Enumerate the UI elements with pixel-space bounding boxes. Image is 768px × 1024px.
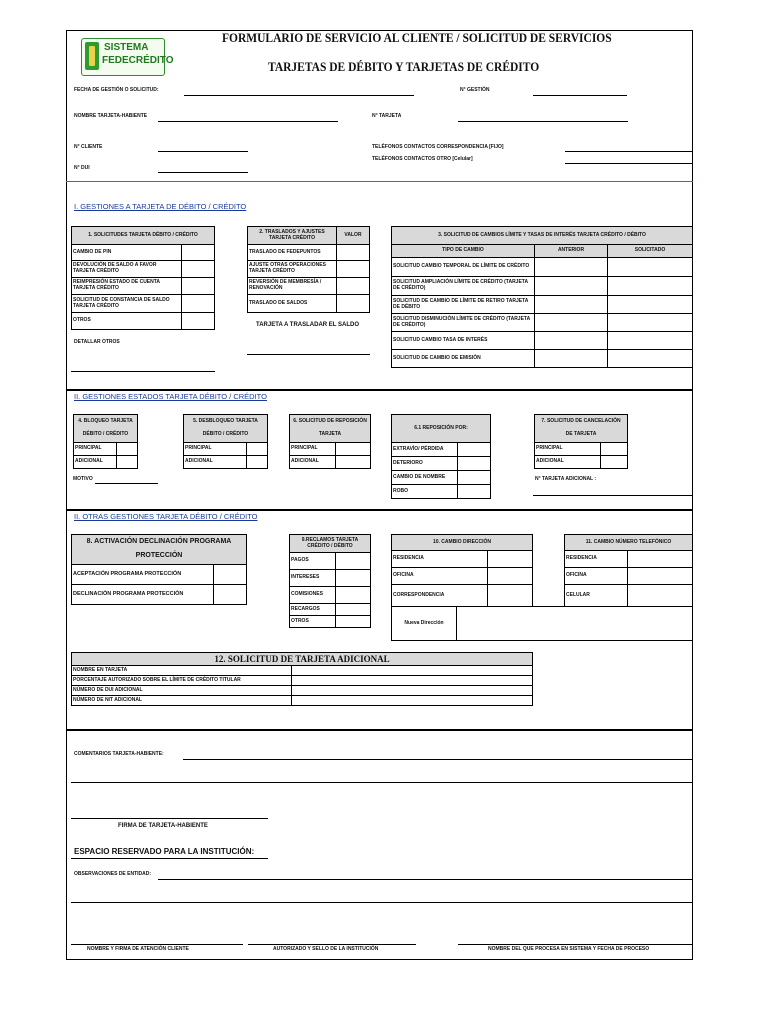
table-bloqueo: [73, 414, 138, 469]
table3-solicitado[interactable]: [608, 314, 693, 332]
table10-row: RESIDENCIA: [392, 551, 488, 568]
table1-check[interactable]: [182, 295, 215, 313]
label-observaciones: OBSERVACIONES DE ENTIDAD:: [74, 871, 152, 877]
table3-solicitado[interactable]: [608, 258, 693, 277]
table3-solicitado[interactable]: [608, 350, 693, 368]
field-tarjeta-adicional[interactable]: [533, 495, 693, 496]
table1-check[interactable]: [182, 245, 215, 261]
table3-solicitado[interactable]: [608, 277, 693, 296]
table-cambios-limite: [391, 226, 693, 368]
table11-row: RESIDENCIA: [565, 551, 628, 568]
table3-anterior[interactable]: [535, 314, 608, 332]
field-nombre[interactable]: [158, 121, 338, 122]
table-traslados: [247, 226, 370, 313]
label-sig2: AUTORIZADO Y SELLO DE LA INSTITUCIÓN: [273, 946, 379, 952]
table-desbloqueo: [183, 414, 268, 469]
table61-row: ROBO: [392, 485, 458, 499]
table12-row: NÚMERO DE NIT ADICIONAL: [72, 696, 292, 706]
field-sig2[interactable]: [248, 944, 416, 945]
table61-row: DETERIORO: [392, 457, 458, 471]
field-firma[interactable]: [71, 818, 268, 819]
table9-check[interactable]: [336, 553, 371, 570]
label-n-tarjeta: N° TARJETA: [372, 113, 402, 119]
table-solicitudes: [71, 226, 215, 330]
field-sig1[interactable]: [71, 944, 243, 945]
field-nueva-direccion[interactable]: [457, 607, 693, 641]
table-proteccion: [71, 534, 247, 605]
field-tarjeta-trasladar[interactable]: [247, 354, 370, 355]
table2-value[interactable]: [337, 278, 370, 295]
label-tarjeta-adicional: N° TARJETA ADICIONAL :: [535, 476, 597, 482]
table1-check[interactable]: [182, 261, 215, 278]
espacio-underline: [71, 858, 268, 859]
fedecredito-logo: [81, 38, 174, 76]
table4-check[interactable]: [117, 456, 138, 469]
table12-value[interactable]: [292, 696, 533, 706]
section-divider: [66, 729, 693, 731]
table5-check[interactable]: [247, 443, 268, 456]
table7-row: ADICIONAL: [535, 456, 601, 469]
table3-col: SOLICITADO: [608, 245, 693, 258]
table1-row: SOLICITUD DE CONSTANCIA DE SALDO TARJETA CRÉDITO: [72, 295, 182, 313]
section1-heading: I. GESTIONES A TARJETA DE DÉBITO / CRÉDITO: [74, 202, 247, 211]
table10-row: OFICINA: [392, 568, 488, 585]
field-observaciones-line2[interactable]: [71, 902, 693, 903]
table-cambio-telefono: [564, 534, 693, 607]
table4-row: PRINCIPAL: [74, 443, 117, 456]
table10-header: 10. CAMBIO DIRECCIÓN: [392, 535, 533, 551]
label-sig1: NOMBRE Y FIRMA DE ATENCIÓN CLIENTE: [87, 946, 189, 952]
label-comentarios: COMENTARIOS TARJETA-HABIENTE:: [74, 751, 164, 757]
table9-header: 9.RECLAMOS TARJETA CRÉDITO / DÉBITO: [290, 535, 371, 553]
table61-check[interactable]: [458, 471, 491, 485]
label-nueva-direccion: Nueva Dirección: [392, 607, 457, 641]
table9-check[interactable]: [336, 616, 371, 628]
table12-value[interactable]: [292, 676, 533, 686]
table61-check[interactable]: [458, 443, 491, 457]
label-espacio-reservado: ESPACIO RESERVADO PARA LA INSTITUCIÓN:: [74, 847, 255, 856]
table1-row: OTROS: [72, 313, 182, 330]
section3-heading: II. OTRAS GESTIONES TARJETA DÉBITO / CRÉDITO: [74, 512, 258, 521]
table61-header: 6.1 REPOSICIÓN POR:: [392, 415, 491, 443]
table11-value[interactable]: [628, 585, 693, 607]
table4-check[interactable]: [117, 443, 138, 456]
table9-check[interactable]: [336, 570, 371, 587]
field-tel-otro[interactable]: [565, 163, 693, 164]
table8-header: PROTECCIÓN: [72, 549, 247, 565]
table7-check[interactable]: [601, 443, 628, 456]
table3-anterior[interactable]: [535, 296, 608, 314]
form-subtitle: TARJETAS DE DÉBITO Y TARJETAS DE CRÉDITO: [268, 60, 540, 74]
table9-row: COMISIONES: [290, 587, 336, 604]
table3-anterior[interactable]: [535, 258, 608, 277]
table10-check[interactable]: [488, 551, 533, 568]
table8-check[interactable]: [214, 585, 247, 605]
table11-value[interactable]: [628, 568, 693, 585]
label-tel-fijo: TELÉFONOS CONTACTOS CORRESPONDENCIA [FIJO]: [372, 144, 504, 150]
table3-header: 3. SOLICITUD DE CAMBIOS LÍMITE Y TASAS DE INTERÉS TARJETA CRÉDITO / DÉBITO: [392, 227, 693, 245]
table3-anterior[interactable]: [535, 332, 608, 350]
table5-header: DÉBITO / CRÉDITO: [184, 429, 268, 443]
field-n-tarjeta[interactable]: [458, 121, 628, 122]
table12-row: PORCENTAJE AUTORIZADO SOBRE EL LÍMITE DE CRÉDITO TITULAR: [72, 676, 292, 686]
table3-anterior[interactable]: [535, 350, 608, 368]
label-firma: FIRMA DE TARJETA-HABIENTE: [118, 823, 208, 829]
table1-check[interactable]: [182, 313, 215, 330]
table3-solicitado[interactable]: [608, 296, 693, 314]
table9-check[interactable]: [336, 587, 371, 604]
table5-row: PRINCIPAL: [184, 443, 247, 456]
table3-anterior[interactable]: [535, 277, 608, 296]
table61-check[interactable]: [458, 457, 491, 471]
table2-row: TRASLADO DE FEDEPUNTOS: [248, 245, 337, 261]
table12-row: NOMBRE EN TARJETA: [72, 666, 292, 676]
table3-row: SOLICITUD DE CAMBIO DE LÍMITE DE RETIRO TARJETA DE DÉBITO: [392, 296, 535, 314]
table1-row: DEVOLUCIÓN DE SALDO A FAVOR TARJETA CRÉDITO: [72, 261, 182, 278]
table2-valor-header: VALOR: [337, 227, 370, 245]
table61-row: CAMBIO DE NOMBRE: [392, 471, 458, 485]
table9-check[interactable]: [336, 604, 371, 616]
label-detallar-otros: DETALLAR OTROS: [74, 339, 120, 345]
label-motivo: MOTIVO: [73, 476, 93, 482]
table-nueva-direccion: [391, 606, 693, 641]
field-detallar-otros[interactable]: [71, 371, 215, 372]
table12-value[interactable]: [292, 686, 533, 696]
table2-row: AJUSTE OTRAS OPERACIONES TARJETA CRÉDITO: [248, 261, 337, 278]
field-observaciones[interactable]: [158, 879, 693, 880]
header-divider: [66, 181, 693, 182]
table5-header: 5. DESBLOQUEO TARJETA: [184, 415, 268, 429]
table11-row: OFICINA: [565, 568, 628, 585]
table2-value[interactable]: [337, 295, 370, 313]
table6-header: 6. SOLICITUD DE REPOSICIÓN: [290, 415, 371, 429]
section-divider: [66, 509, 693, 511]
table8-check[interactable]: [214, 565, 247, 585]
table3-row: SOLICITUD DE CAMBIO DE EMISIÓN: [392, 350, 535, 368]
table3-col: TIPO DE CAMBIO: [392, 245, 535, 258]
table11-row: CELULAR: [565, 585, 628, 607]
table7-header: 7. SOLICITUD DE CANCELACIÓN: [535, 415, 628, 429]
logo-line1: SISTEMA: [104, 42, 149, 53]
table1-header: 1. SOLICITUDES TARJETA DÉBITO / CRÉDITO: [72, 227, 215, 245]
table6-header: TARJETA: [290, 429, 371, 443]
table2-header: 2. TRASLADOS Y AJUSTES TARJETA CRÉDITO: [248, 227, 337, 245]
table10-check[interactable]: [488, 568, 533, 585]
label-tel-otro: TELÉFONOS CONTACTOS OTRO [Celular]: [372, 156, 473, 162]
table7-row: PRINCIPAL: [535, 443, 601, 456]
label-n-gestion: N° GESTIÓN: [460, 87, 490, 93]
logo-line2: FEDECRÉDITO: [102, 55, 174, 66]
table9-row: RECARGOS: [290, 604, 336, 616]
table4-header: DÉBITO / CRÉDITO: [74, 429, 138, 443]
table4-header: 4. BLOQUEO TARJETA: [74, 415, 138, 429]
field-tel-fijo[interactable]: [565, 151, 693, 152]
table12-row: NÚMERO DE DUI ADICIONAL: [72, 686, 292, 696]
field-n-cliente[interactable]: [158, 151, 248, 152]
field-sig3[interactable]: [458, 944, 693, 945]
table6-row: PRINCIPAL: [290, 443, 336, 456]
table7-header: DE TARJETA: [535, 429, 628, 443]
logo-mark-icon: [85, 42, 99, 70]
table61-row: EXTRAVÍO/ PÉRDIDA: [392, 443, 458, 457]
table3-row: SOLICITUD AMPLIACIÓN LÍMITE DE CRÉDITO (TARJETA DE CRÉDITO): [392, 277, 535, 296]
table8-header: 8. ACTIVACIÓN DECLINACIÓN PROGRAMA: [72, 535, 247, 549]
field-n-dui[interactable]: [158, 172, 248, 173]
table9-row: PAGOS: [290, 553, 336, 570]
table-tarjeta-adicional: [71, 652, 533, 706]
table3-col: ANTERIOR: [535, 245, 608, 258]
table6-row: ADICIONAL: [290, 456, 336, 469]
form-title: FORMULARIO DE SERVICIO AL CLIENTE / SOLICITUD DE SERVICIOS: [222, 31, 612, 45]
table-cambio-direccion: [391, 534, 533, 607]
table-reposicion: [289, 414, 371, 469]
table12-value[interactable]: [292, 666, 533, 676]
table1-row: CAMBIO DE PIN: [72, 245, 182, 261]
table6-check[interactable]: [336, 443, 371, 456]
table5-check[interactable]: [247, 456, 268, 469]
table6-check[interactable]: [336, 456, 371, 469]
table2-row: REVERSIÓN DE MEMBRESÍA / RENOVACIÓN: [248, 278, 337, 295]
table61-check[interactable]: [458, 485, 491, 499]
table2-value[interactable]: [337, 245, 370, 261]
label-tarjeta-trasladar: TARJETA A TRASLADAR EL SALDO: [256, 322, 359, 328]
table11-header: 11. CAMBIO NÚMERO TELEFÓNICO: [565, 535, 693, 551]
field-comentarios-line2[interactable]: [71, 782, 693, 783]
table7-check[interactable]: [601, 456, 628, 469]
table12-header: 12. SOLICITUD DE TARJETA ADICIONAL: [72, 653, 533, 666]
table5-row: ADICIONAL: [184, 456, 247, 469]
table3-row: SOLICITUD DISMINUCIÓN LÍMITE DE CRÉDITO (TARJETA DE CRÉDITO): [392, 314, 535, 332]
table3-solicitado[interactable]: [608, 332, 693, 350]
table10-check[interactable]: [488, 585, 533, 607]
table9-row: INTERESES: [290, 570, 336, 587]
label-sig3: NOMBRE DEL QUE PROCESA EN SISTEMA Y FECHA DE PROCESO: [488, 946, 650, 952]
section2-heading: II. GESTIONES ESTADOS TARJETA DÉBITO / CRÉDITO: [74, 392, 267, 401]
table1-check[interactable]: [182, 278, 215, 295]
table8-row: ACEPTACIÓN PROGRAMA PROTECCIÓN: [72, 565, 214, 585]
table-reclamos: [289, 534, 371, 628]
table10-row: CORRESPONDENCIA: [392, 585, 488, 607]
table9-row: OTROS: [290, 616, 336, 628]
field-n-gestion[interactable]: [533, 95, 627, 96]
label-nombre: NOMBRE TARJETA-HABIENTE: [74, 113, 148, 119]
table-reposicion-por: [391, 414, 491, 499]
table11-value[interactable]: [628, 551, 693, 568]
table2-row: TRASLADO DE SALDOS: [248, 295, 337, 313]
table8-row: DECLINACIÓN PROGRAMA PROTECCIÓN: [72, 585, 214, 605]
field-fecha[interactable]: [184, 95, 414, 96]
table3-row: SOLICITUD CAMBIO TEMPORAL DE LÍMITE DE CRÉDITO: [392, 258, 535, 277]
section-divider: [66, 389, 693, 391]
label-fecha: FECHA DE GESTIÓN O SOLICITUD:: [74, 87, 159, 93]
label-n-cliente: N° CLIENTE: [74, 144, 103, 150]
table4-row: ADICIONAL: [74, 456, 117, 469]
table-cancelacion: [534, 414, 628, 469]
table3-row: SOLICITUD CAMBIO TASA DE INTERÉS: [392, 332, 535, 350]
label-n-dui: N° DUI: [74, 165, 90, 171]
table2-value[interactable]: [337, 261, 370, 278]
table1-row: REIMPRESIÓN ESTADO DE CUENTA TARJETA CRÉDITO: [72, 278, 182, 295]
field-motivo[interactable]: [95, 483, 158, 484]
field-comentarios[interactable]: [183, 759, 693, 760]
